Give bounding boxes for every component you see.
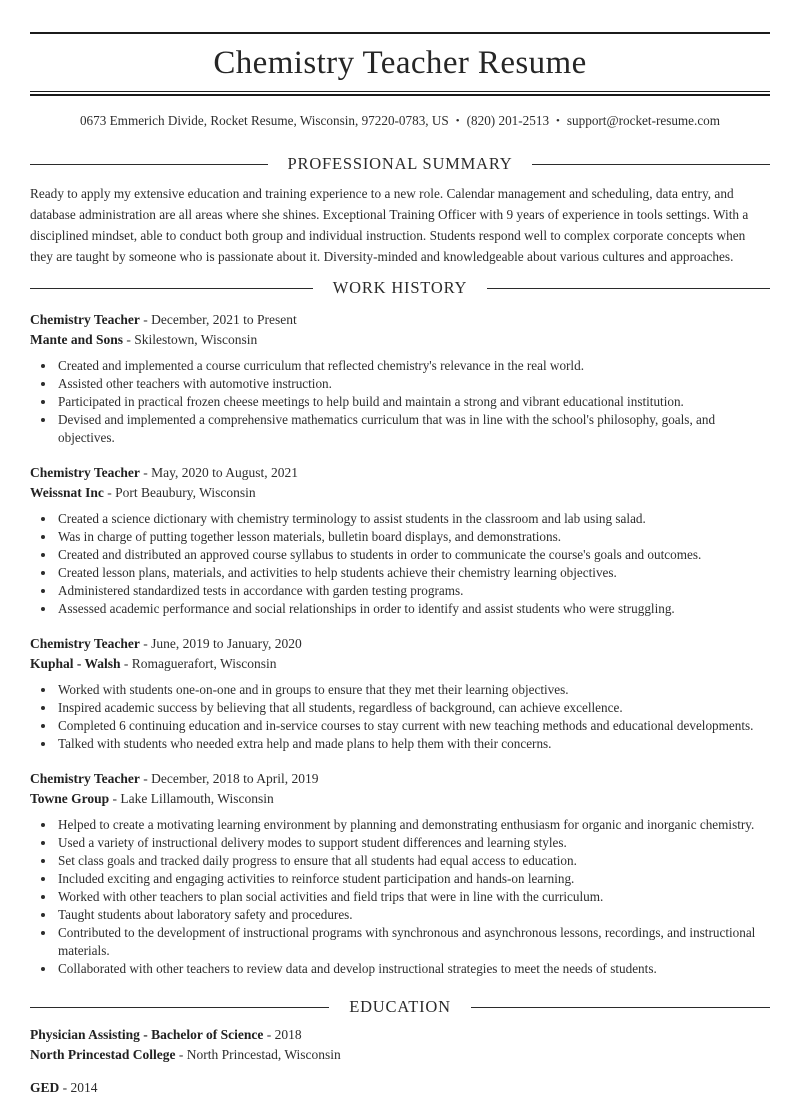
page-title: Chemistry Teacher Resume (213, 45, 587, 81)
job-list (30, 310, 770, 978)
job-dates: December, 2018 to April, 2019 (151, 771, 319, 786)
job-location: Lake Lillamouth, Wisconsin (120, 790, 274, 806)
bullet-item: • Taught students about laboratory safety and procedures. (56, 906, 770, 924)
dash-separator: - (107, 484, 112, 500)
education-list (30, 1025, 770, 1098)
job-bullet-list (30, 510, 770, 618)
graduation-year: 2014 (70, 1080, 98, 1095)
section-heading-work-history (30, 278, 770, 298)
heading-rule-right (471, 1007, 770, 1008)
summary-paragraph: Ready to apply my extensive education and training experience to a new role. Calendar management and scheduling, data entry, and database administration are all areas where she shines. Exceptional Training Officer with 9 years of experience in tools settings. With a disciplined mindset, able to conduct both group and individual instruction. Students respond well to complex corporate concepts when they are taught by someone who is passionate about it. Diversity-minded and knowledgeable about various cultures and approaches. (30, 186, 749, 264)
dot-separator-icon: • (455, 115, 460, 127)
bullet-item: • Worked with other teachers to plan social activities and field trips that were in line with the curriculum. (56, 888, 770, 906)
header-top-rule (30, 32, 770, 34)
job-company: Towne Group (30, 790, 110, 806)
section-title: EDUCATION (349, 997, 451, 1016)
section-heading-professional-summary (30, 154, 770, 174)
dash-separator: - (143, 771, 148, 786)
job-company-line (30, 789, 770, 809)
job-title-line (30, 310, 770, 330)
title-divider-thin (30, 91, 770, 92)
degree-name: Physician Assisting - Bachelor of Science (30, 1027, 264, 1042)
graduation-year: 2018 (274, 1027, 302, 1042)
dash-separator: - (126, 331, 131, 347)
school-location: North Princestad, Wisconsin (186, 1046, 341, 1062)
bullet-item: • Created lesson plans, materials, and activities to help students achieve their chemistry learning objectives. (56, 564, 770, 582)
dash-separator: - (266, 1027, 272, 1042)
bullet-item: • Used a variety of instructional delivery modes to support student differences and learning styles. (56, 834, 770, 852)
school-line (30, 1045, 770, 1065)
bullet-item: • Created a science dictionary with chemistry terminology to assist students in the classroom and lab using salad. (56, 510, 770, 528)
bullet-item: • Administered standardized tests in accordance with garden testing programs. (56, 582, 770, 600)
job-title-line (30, 634, 770, 654)
dash-separator: - (143, 465, 148, 480)
degree-line (30, 1078, 770, 1098)
bullet-item: • Created and implemented a course curriculum that reflected chemistry's relevance in the real world. (56, 357, 770, 375)
job-entry (30, 310, 770, 447)
job-title: Chemistry Teacher (30, 465, 140, 480)
job-company-line (30, 483, 770, 503)
job-company-line (30, 330, 770, 350)
dash-separator: - (123, 655, 129, 671)
dash-separator: - (62, 1080, 68, 1095)
bullet-item: • Contributed to the development of instructional programs with synchronous and asynchronous lessons, recordings, and instructional materials. (56, 924, 770, 960)
bullet-item: • Assisted other teachers with automotive instruction. (56, 375, 770, 393)
degree-line (30, 1025, 770, 1045)
education-entry (30, 1025, 770, 1064)
contact-line (30, 113, 770, 129)
heading-rule-left (30, 164, 268, 165)
contact-address: 0673 Emmerich Divide, Rocket Resume, Wisconsin, 97220-0783, US (79, 113, 449, 128)
bullet-item: • Devised and implemented a comprehensive mathematics curriculum that was in line with the school's philosophy, goals, and objectives. (56, 411, 770, 447)
section-title: WORK HISTORY (332, 278, 468, 297)
dash-separator: - (143, 312, 148, 327)
job-entry (30, 769, 770, 978)
job-title-line (30, 769, 770, 789)
job-dates: June, 2019 to January, 2020 (151, 636, 302, 651)
bullet-item: • Worked with students one-on-one and in groups to ensure that they met their learning objectives. (56, 681, 770, 699)
dash-separator: - (112, 790, 118, 806)
bullet-item: • Assessed academic performance and social relationships in order to identify and assist students who were struggling. (56, 600, 770, 618)
job-entry (30, 463, 770, 618)
bullet-item: • Collaborated with other teachers to review data and develop instructional strategies to meet the needs of students. (56, 960, 770, 978)
job-title: Chemistry Teacher (30, 312, 140, 327)
job-bullet-list (30, 816, 770, 978)
contact-phone: (820) 201-2513 (466, 113, 550, 128)
heading-rule-left (30, 288, 313, 289)
heading-rule-right (532, 164, 770, 165)
job-title: Chemistry Teacher (30, 771, 140, 786)
job-title: Chemistry Teacher (30, 636, 140, 651)
dot-separator-icon: • (556, 115, 560, 127)
job-bullet-list (30, 681, 770, 753)
contact-email: support@rocket-resume.com (566, 113, 721, 128)
heading-rule-right (487, 288, 770, 289)
school-name: North Princestad College (30, 1046, 176, 1062)
job-dates: May, 2020 to August, 2021 (151, 465, 298, 480)
job-company: Kuphal - Walsh (30, 655, 121, 671)
job-dates: December, 2021 to Present (151, 312, 297, 327)
job-location: Romaguerafort, Wisconsin (131, 655, 277, 671)
bullet-item: • Participated in practical frozen cheese meetings to help build and maintain a strong and vibrant educational institution. (56, 393, 770, 411)
bullet-item: • Inspired academic success by believing that all students, regardless of background, can achieve excellence. (56, 699, 770, 717)
job-location: Port Beaubury, Wisconsin (115, 484, 256, 500)
job-bullet-list (30, 357, 770, 447)
section-heading-education (30, 997, 770, 1017)
dash-separator: - (178, 1046, 184, 1062)
bullet-item: • Talked with students who needed extra help and made plans to help them with their concerns. (56, 735, 770, 753)
job-company: Weissnat Inc (30, 484, 104, 500)
dash-separator: - (143, 636, 148, 651)
heading-rule-left (30, 1007, 329, 1008)
title-divider-thick (30, 94, 770, 96)
bullet-item: • Set class goals and tracked daily progress to ensure that all students had equal access to education. (56, 852, 770, 870)
job-company: Mante and Sons (30, 331, 124, 347)
bullet-item: • Helped to create a motivating learning environment by planning and demonstrating enthusiasm for organic and inorganic chemistry. (56, 816, 770, 834)
job-entry (30, 634, 770, 753)
job-company-line (30, 654, 770, 674)
bullet-item: • Was in charge of putting together lesson materials, bulletin board displays, and demonstrations. (56, 528, 770, 546)
job-title-line (30, 463, 770, 483)
degree-name: GED (30, 1080, 60, 1095)
job-location: Skilestown, Wisconsin (134, 331, 258, 347)
bullet-item: • Created and distributed an approved course syllabus to students in order to communicate the course's goals and outcomes. (56, 546, 770, 564)
education-entry (30, 1078, 770, 1098)
bullet-item: • Included exciting and engaging activities to reinforce student participation and hands-on learning. (56, 870, 770, 888)
bullet-item: • Completed 6 continuing education and in-service courses to stay current with new teaching methods and educational developments. (56, 717, 770, 735)
section-title: PROFESSIONAL SUMMARY (287, 154, 513, 173)
